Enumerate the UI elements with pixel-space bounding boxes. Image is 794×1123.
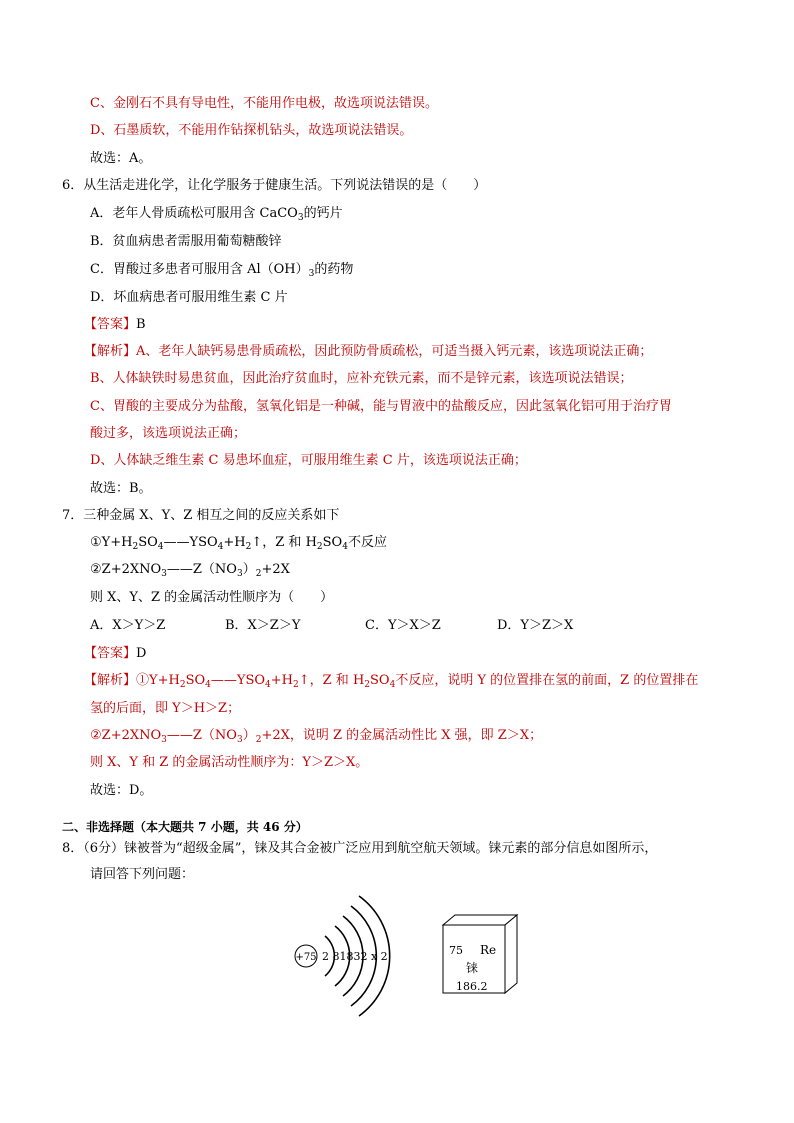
q7-answer: 【答案】D <box>84 646 147 661</box>
q7-option-c: C．Y＞X＞Z <box>365 618 441 633</box>
q7-option-d: D．Y＞Z＞X <box>497 618 574 633</box>
q7-stem: 7．三种金属 X、Y、Z 相互之间的反应关系如下 <box>62 508 340 523</box>
q7-option-b: B．X＞Z＞Y <box>225 618 301 633</box>
q6-option-a: A．老年人骨质疏松可服用含 CaCO$_3$的钙片 <box>90 206 343 223</box>
q6-analysis-c-line2: 酸过多，该选项说法正确； <box>90 426 247 441</box>
nucleus-charge: +75 <box>295 952 317 963</box>
q7-reaction-2: $②Z+2XNO_3——Z(NO_3)_2+2X$ <box>90 562 290 579</box>
q8-stem-cont: 请回答下列问题： <box>90 867 195 882</box>
q7-analysis-1: 【解析】$①Y+H_2SO_4——YSO_4+H_2↑$，Z 和 $H_2SO_4$不反应，说明 Y 的位置排在氢的前面，Z 的位置排在 <box>84 673 699 690</box>
prev-option-d-analysis: D、石墨质软，不能用作钻探机钻头，故选项说法错误。 <box>90 123 413 138</box>
q7-conclusion: 则 X、Y 和 Z 的金属活动性顺序为：Y＞Z＞X。 <box>90 755 369 770</box>
prev-option-c-analysis: C、金刚石不具有导电性，不能用作电极，故选项说法错误。 <box>90 96 438 111</box>
q6-option-b: B．贫血病患者需服用葡萄糖酸锌 <box>90 234 282 249</box>
q6-final-answer: 故选：B。 <box>90 481 152 496</box>
cell-top-face <box>443 915 517 925</box>
prev-final-answer: 故选：A。 <box>90 151 152 166</box>
q7-analysis-2: $②Z+2XNO_3——Z(NO_3)_2+2X$，说明 Z 的金属活动性比 X 强，即 Z＞X； <box>90 728 543 745</box>
q6-analysis-a: 【解析】A、老年人缺钙易患骨质疏松，因此预防骨质疏松，可适当摄入钙元素，该选项说法正确； <box>84 344 653 359</box>
q7-reaction-1: $①Y+H_2SO_4——YSO_4+H_2↑$，Z 和 $H_2SO_4$不反应 <box>90 535 387 552</box>
electron-configuration: 2 81832 x 2 <box>322 950 388 963</box>
q6-analysis-b: B、人体缺铁时易患贫血，因此治疗贫血时，应补充铁元素，而不是锌元素，该选项说法错误； <box>90 371 633 386</box>
section-heading: 二、非选择题（本大题共 7 小题，共 46 分） <box>62 820 308 834</box>
q7-option-a: A．X＞Y＞Z <box>90 618 166 633</box>
q6-answer: 【答案】B <box>84 317 146 332</box>
q6-stem: 6．从生活走进化学，让化学服务于健康生活。下列说法错误的是（ ） <box>62 178 487 193</box>
q7-question: 则 X、Y、Z 的金属活动性顺序为（ ） <box>90 590 334 605</box>
cell-side-face <box>505 915 517 993</box>
q7-final-answer: 故选：D。 <box>90 783 153 798</box>
q6-option-d: D．坏血病患者可服用维生素 C 片 <box>90 290 288 305</box>
q6-analysis-c-line1: C、胃酸的主要成分为盐酸，氢氧化铝是一种碱，能与胃液中的盐酸反应，因此氢氧化铝可用于治疗胃 <box>90 399 672 414</box>
q7-analysis-1-cont: 氢的后面，即 Y＞H＞Z； <box>90 701 241 716</box>
atomic-structure-diagram <box>285 890 405 1020</box>
atomic-number: 75 <box>449 944 463 957</box>
q6-option-c: C．胃酸过多患者可服用含 $Al(OH)_3$的药物 <box>90 262 354 279</box>
element-name: 铼 <box>466 961 479 975</box>
atomic-mass: 186.2 <box>456 980 488 993</box>
element-symbol: Re <box>480 943 497 957</box>
q6-analysis-d: D、人体缺乏维生素 C 易患坏血症，可服用维生素 C 片，该选项说法正确； <box>90 453 527 468</box>
q8-stem: 8．（6分）铼被誉为“超级金属”，铼及其合金被广泛应用到航空航天领域。铼元素的部分信息如图所示， <box>62 841 658 856</box>
element-cell-re <box>440 913 520 997</box>
